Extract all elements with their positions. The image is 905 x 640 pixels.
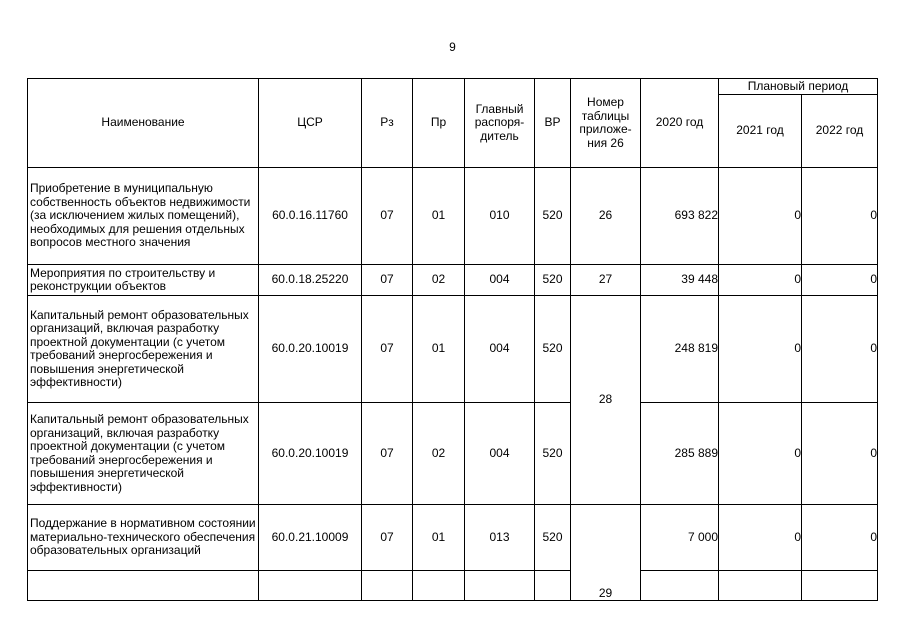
- header-name: Наименование: [28, 79, 259, 168]
- row-gr: 004: [465, 296, 535, 403]
- table-container: [27, 78, 878, 600]
- row-gr: 004: [465, 403, 535, 505]
- row-table-number: 26: [571, 168, 641, 265]
- header-rz: Рз: [362, 79, 413, 168]
- row-table-number: 28: [571, 296, 641, 505]
- header-year-2021: 2021 год: [719, 95, 802, 168]
- header-plan-period: Плановый период: [719, 79, 878, 95]
- row-name: Поддержание в нормативном состоянии материально-технического обеспечения образовательных организаций: [28, 505, 259, 571]
- budget-table: [27, 78, 878, 601]
- row-2021: 0: [719, 403, 802, 505]
- row-name: Мероприятия по строительству и реконструкции объектов: [28, 265, 259, 296]
- row-vr: 520: [535, 505, 571, 571]
- table-row: [28, 571, 878, 601]
- row-name: Капитальный ремонт образовательных организаций, включая разработку проектной документации (с учетом требований энергосбережения и повышения энергетической эффективности): [28, 403, 259, 505]
- row-csr: 60.0.16.11760: [259, 168, 362, 265]
- row-2022: 0: [802, 505, 878, 571]
- header-csr: ЦСР: [259, 79, 362, 168]
- header-chief-manager: Главный распоря-дитель: [465, 79, 535, 168]
- row-2020: 39 448: [641, 265, 719, 296]
- row-name: Приобретение в муниципальную собственность объектов недвижимости (за исключением жилых помещений), необходимых для решения отдельных вопросов местного значения: [28, 168, 259, 265]
- row-2022: 0: [802, 403, 878, 505]
- row-rz: 07: [362, 168, 413, 265]
- row-pr: 02: [413, 265, 465, 296]
- row-table-number: 29: [571, 505, 641, 601]
- row-rz-continued: [362, 571, 413, 601]
- row-pr: 01: [413, 168, 465, 265]
- row-2022-continued: [802, 571, 878, 601]
- row-rz: 07: [362, 265, 413, 296]
- row-2021: 0: [719, 296, 802, 403]
- row-pr: 02: [413, 403, 465, 505]
- row-vr: 520: [535, 265, 571, 296]
- row-gr-continued: [465, 571, 535, 601]
- row-vr-continued: [535, 571, 571, 601]
- page-number: 9: [449, 40, 456, 54]
- header-vr: ВР: [535, 79, 571, 168]
- header-pr: Пр: [413, 79, 465, 168]
- row-name-continued: [28, 571, 259, 601]
- row-csr: 60.0.20.10019: [259, 403, 362, 505]
- row-csr-continued: [259, 571, 362, 601]
- row-2022: 0: [802, 265, 878, 296]
- row-vr: 520: [535, 296, 571, 403]
- table-row: [28, 403, 878, 505]
- row-vr: 520: [535, 168, 571, 265]
- table-row: [28, 296, 878, 403]
- table-row: [28, 168, 878, 265]
- row-2021: 0: [719, 265, 802, 296]
- header-year-2022: 2022 год: [802, 95, 878, 168]
- row-pr: 01: [413, 505, 465, 571]
- table-row: [28, 265, 878, 296]
- row-2022: 0: [802, 168, 878, 265]
- table-row: [28, 505, 878, 571]
- header-year-2020: 2020 год: [641, 79, 719, 168]
- row-2020: 285 889: [641, 403, 719, 505]
- row-rz: 07: [362, 296, 413, 403]
- row-2020-continued: [641, 571, 719, 601]
- row-csr: 60.0.20.10019: [259, 296, 362, 403]
- row-pr-continued: [413, 571, 465, 601]
- row-rz: 07: [362, 403, 413, 505]
- row-2020: 693 822: [641, 168, 719, 265]
- row-rz: 07: [362, 505, 413, 571]
- row-table-number: 27: [571, 265, 641, 296]
- row-gr: 004: [465, 265, 535, 296]
- row-vr: 520: [535, 403, 571, 505]
- row-gr: 013: [465, 505, 535, 571]
- row-name: Капитальный ремонт образовательных организаций, включая разработку проектной документации (с учетом требований энергосбережения и повышения энергетической эффективности): [28, 296, 259, 403]
- row-2020: 7 000: [641, 505, 719, 571]
- row-2021: 0: [719, 168, 802, 265]
- header-table-number: Номер таблицы приложе-ния 26: [571, 79, 641, 168]
- row-2021-continued: [719, 571, 802, 601]
- row-2022: 0: [802, 296, 878, 403]
- row-pr: 01: [413, 296, 465, 403]
- row-gr: 010: [465, 168, 535, 265]
- row-2021: 0: [719, 505, 802, 571]
- row-2020: 248 819: [641, 296, 719, 403]
- row-csr: 60.0.18.25220: [259, 265, 362, 296]
- row-csr: 60.0.21.10009: [259, 505, 362, 571]
